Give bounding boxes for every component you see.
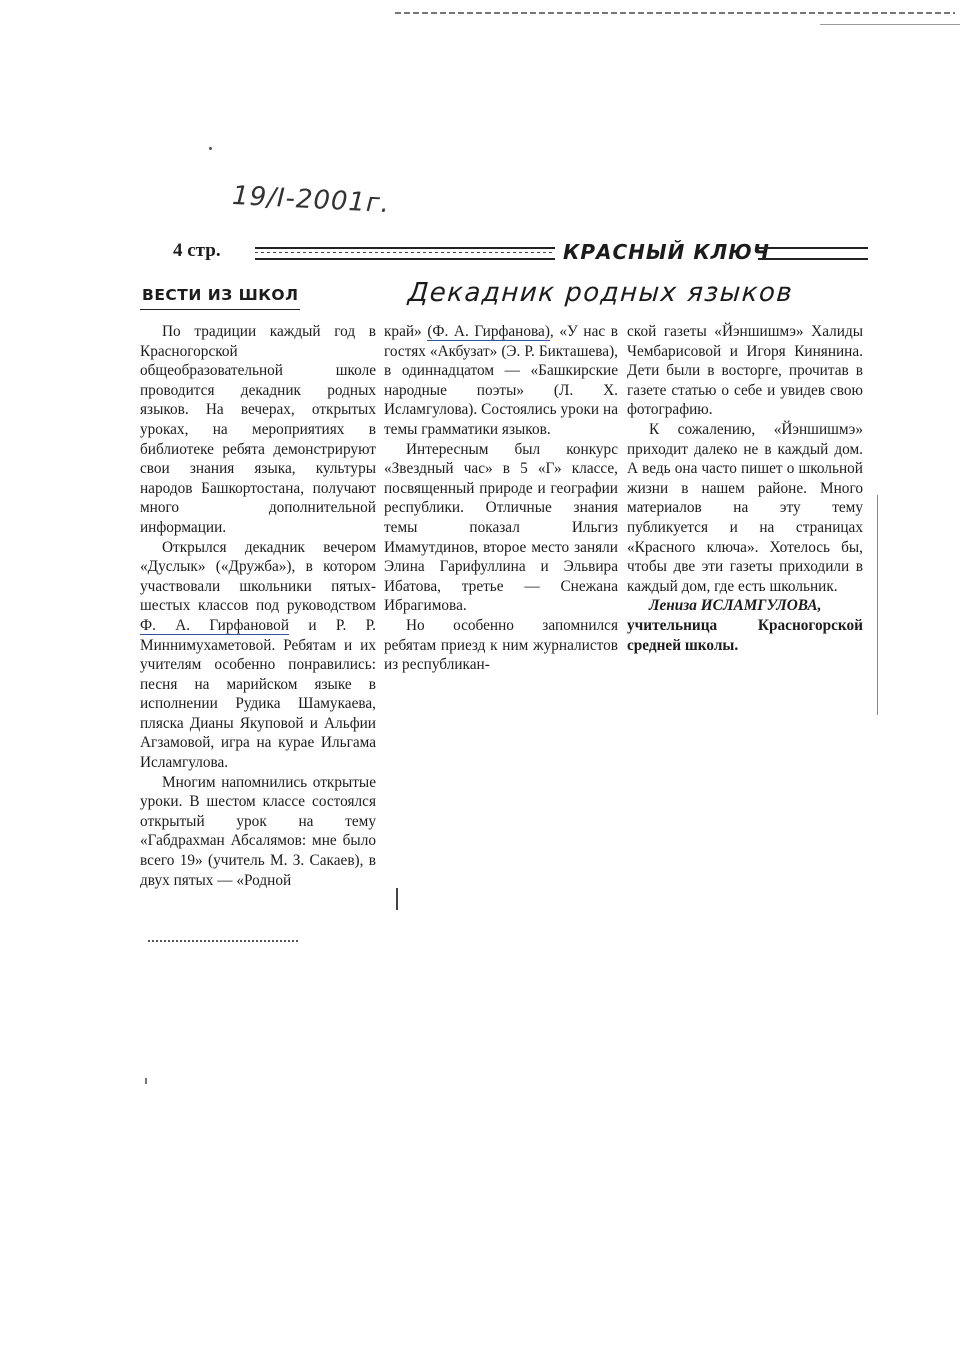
author-signature: [627, 596, 863, 655]
rubric-underline: [140, 309, 300, 310]
handwritten-date: 19/I-2001г.: [231, 180, 391, 220]
paragraph-text: , «У нас в гостях «Акбузат» (Э. Р. Бикташева), в одиннадцатом — «Башкирские народные поэты» (Л. Х. Исламгулова). Состоялись уроки на темы грамматики языков.: [384, 323, 619, 438]
page-number: 4 стр.: [173, 240, 221, 261]
newspaper-name: КРАСНЫЙ КЛЮЧ: [563, 240, 770, 264]
scan-speck: [145, 1078, 147, 1084]
paragraph: ской газеты «Йэншишмэ» Халиды Чембарисовой и Игоря Кинянина. Дети были в восторге, прочитав в газете статью о себе и увидев свою фотографию.: [627, 323, 863, 419]
scan-margin-line: [877, 495, 878, 715]
article-column-2: [384, 322, 618, 675]
scan-edge-line: [395, 12, 955, 14]
scan-mark: [396, 888, 398, 910]
paragraph: [384, 322, 618, 440]
scan-speck: [209, 147, 212, 150]
paragraph: К сожалению, «Йэншишмэ» приходит далеко не в каждый дом. А ведь она часто пишет о школьной жизни в нашем районе. Много материалов на эту тему публикуется и на страницах «Красного ключа». Хотелось бы, чтобы две эти газеты приходили в каждый дом, где есть школьник.: [627, 420, 863, 595]
author-title: учительница Красногорской средней школы.: [627, 616, 863, 654]
header-rule-left: [255, 247, 555, 260]
header-rule-right: [758, 247, 868, 260]
paragraph: Многим напомнились открытые уроки. В шестом классе состоялся открытый урок на тему «Габдрахман Абсалямов: мне было всего 19» (учитель М. З. Сакаев), в двух пятых — «Родной: [140, 773, 376, 889]
paragraph: Интересным был конкурс «Звездный час» в 5 «Г» классе, посвященный природе и географии республики. Отличные знания темы показал Ильгиз Имамутдинов, второе место заняли Элина Гарифуллина и Эльвира Ибатова, третье — Снежана Ибрагимова.: [384, 440, 618, 615]
rubric-title: ВЕСТИ ИЗ ШКОЛ: [142, 286, 299, 304]
paragraph-text: и Р. Р. Миннимухаметовой. Ребятам и их учителям особенно понравились: песня на марийском языке в исполнении Рудика Шамукаева, пляска Дианы Якуповой и Альфии Агзамовой, игра на курае Ильгама Исламгулова.: [140, 616, 377, 772]
paragraph-text: Открылся декадник вечером «Дуслык» («Дружба»), в котором участвовали школьники пятых-шестых классов под руководством: [140, 538, 376, 615]
scan-edge-line-short: [820, 24, 960, 25]
paragraph: По традиции каждый год в Красногорской общеобразовательной школе проводится декадник родных языков. На вечерах, открытых уроках, на мероприятиях в библиотеке ребята демонстрируют свои знания языка, культуры народов Башкортостана, получают много дополнительной информации.: [140, 323, 376, 536]
underlined-name: Ф. А. Гирфановой: [140, 616, 290, 634]
article-column-1: [140, 322, 376, 890]
article-headline: Декадник родных языков: [406, 278, 795, 308]
article-end-rule: [148, 940, 298, 942]
paragraph: Но особенно запомнился ребятам приезд к ним журналистов из республикан-: [384, 616, 618, 674]
paragraph-text: край»: [384, 323, 428, 340]
author-name: Лениза ИСЛАМГУЛОВА,: [649, 597, 822, 615]
article-column-3: [627, 322, 863, 655]
underlined-name: (Ф. А. Гирфанова): [427, 323, 550, 340]
paragraph: [140, 538, 376, 773]
